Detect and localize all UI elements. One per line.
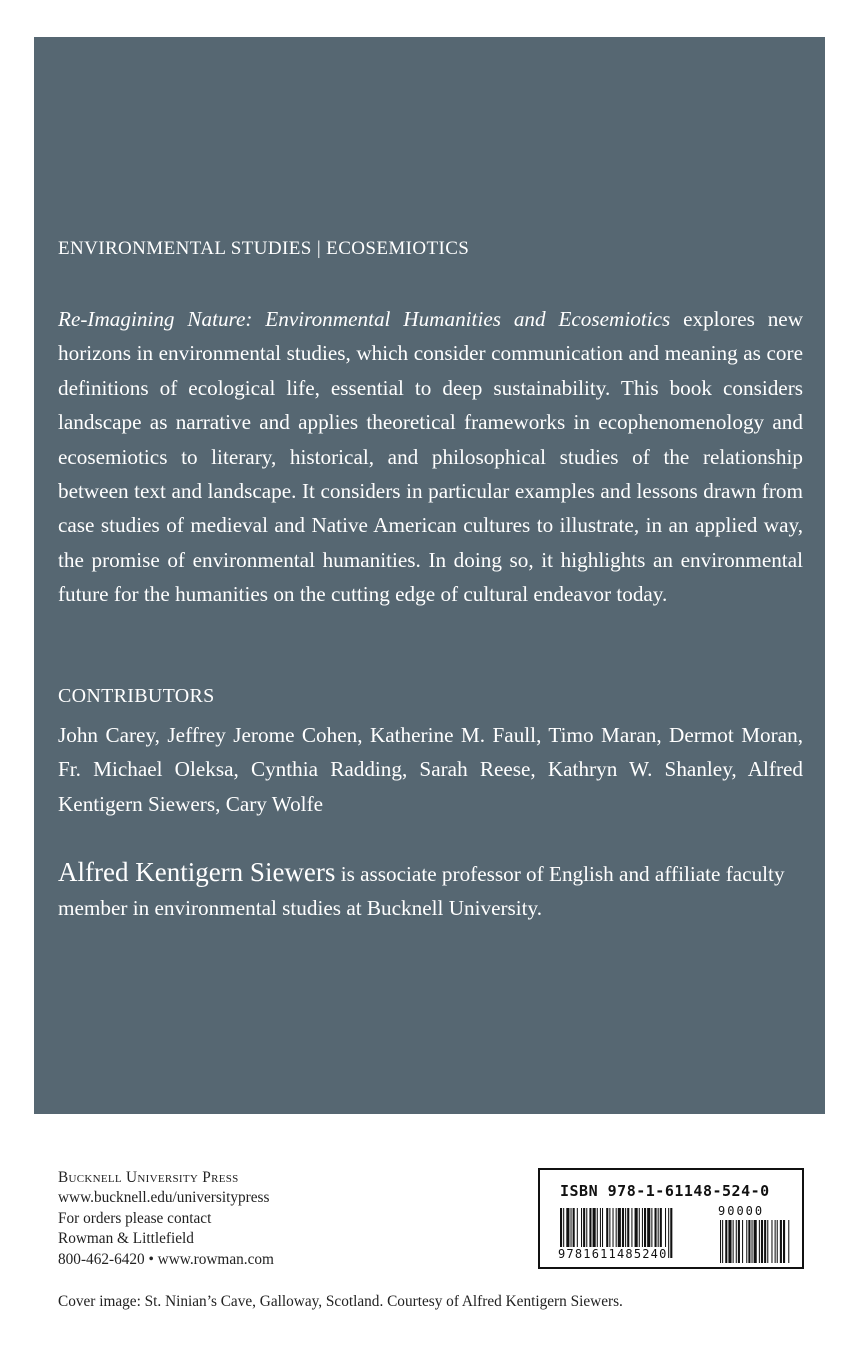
- barcode-addon-bar: [742, 1220, 743, 1263]
- book-description: [58, 302, 803, 612]
- barcode-bar: [670, 1208, 672, 1258]
- barcode-addon-bar: [759, 1220, 760, 1263]
- author-bio: [58, 855, 803, 926]
- barcode-addon-bar: [761, 1220, 763, 1263]
- distributor-name: Rowman & Littlefield: [58, 1230, 194, 1248]
- barcode-digits: 9781611485240: [558, 1247, 668, 1261]
- barcode-addon-bar: [780, 1220, 782, 1263]
- barcode-addon-bar: [736, 1220, 737, 1263]
- barcode-addon-bar: [775, 1220, 776, 1263]
- book-title: Re-Imagining Nature: Environmental Humanities and Ecosemiotics: [58, 307, 671, 331]
- barcode-addon-bar: [783, 1220, 785, 1263]
- barcode-addon-bar: [748, 1220, 750, 1263]
- isbn-barcode: [538, 1168, 804, 1269]
- barcode-addon-bar: [746, 1220, 747, 1263]
- distributor-contact: 800-462-6420 • www.rowman.com: [58, 1250, 274, 1268]
- orders-note: For orders please contact: [58, 1209, 212, 1227]
- barcode-addon-bar: [752, 1220, 753, 1263]
- barcode-addon-bar: [733, 1220, 734, 1263]
- barcode-addon-bar: [767, 1220, 768, 1263]
- back-cover-panel: [34, 37, 825, 1114]
- publisher-info: [58, 1168, 274, 1270]
- barcode-addon-bar: [771, 1220, 772, 1263]
- barcode-addon-bar: [725, 1220, 727, 1263]
- cover-image-credit: Cover image: St. Ninian’s Cave, Galloway, Scotland. Courtesy of Alfred Kentigern Siewers.: [58, 1293, 623, 1310]
- author-name: Alfred Kentigern Siewers: [58, 857, 336, 887]
- barcode-addon-bar: [754, 1220, 757, 1263]
- barcode-addon-bar: [777, 1220, 778, 1263]
- barcode-addon-bar: [738, 1220, 740, 1263]
- barcode-bar: [668, 1208, 669, 1258]
- contributors-list: John Carey, Jeffrey Jerome Cohen, Katherine M. Faull, Timo Maran, Dermot Moran, Fr. Michael Oleksa, Cynthia Radding, Sarah Reese, Kathryn W. Shanley, Alfred Kentigern Siewers, Cary Wolfe: [58, 723, 803, 816]
- barcode-addon-digits: 90000: [718, 1204, 765, 1218]
- publisher-name: Bucknell University Press: [58, 1169, 239, 1186]
- isbn-number: ISBN 978-1-61148-524-0: [560, 1182, 770, 1200]
- barcode-addon-bar: [728, 1220, 731, 1263]
- barcode-addon-bar: [720, 1220, 721, 1263]
- barcode-addon-bar: [722, 1220, 723, 1263]
- contributors-heading: CONTRIBUTORS: [58, 685, 215, 707]
- publisher-website: www.bucknell.edu/universitypress: [58, 1189, 270, 1207]
- barcode-addon-bar: [764, 1220, 766, 1263]
- category-label: ENVIRONMENTAL STUDIES | ECOSEMIOTICS: [58, 238, 470, 259]
- author-bio-text: is associate professor of English and affiliate faculty member in environmental studies at Bucknell University.: [58, 862, 785, 921]
- barcode-addon-bar: [788, 1220, 789, 1263]
- description-body: explores new horizons in environmental studies, which consider communication and meaning as core definitions of ecological life, essential to deep sustainability. This book considers landscape as narrative and applies theoretical frameworks in ecophenomenology and ecosemiotics to literary, historical, and philosophical studies of the relationship between text and landscape. It considers in particular examples and lessons drawn from case studies of medieval and Native American cultures to illustrate, in an applied way, the promise of environmental humanities. In doing so, it highlights an environmental future for the humanities on the cutting edge of cultural endeavor today.: [58, 307, 804, 607]
